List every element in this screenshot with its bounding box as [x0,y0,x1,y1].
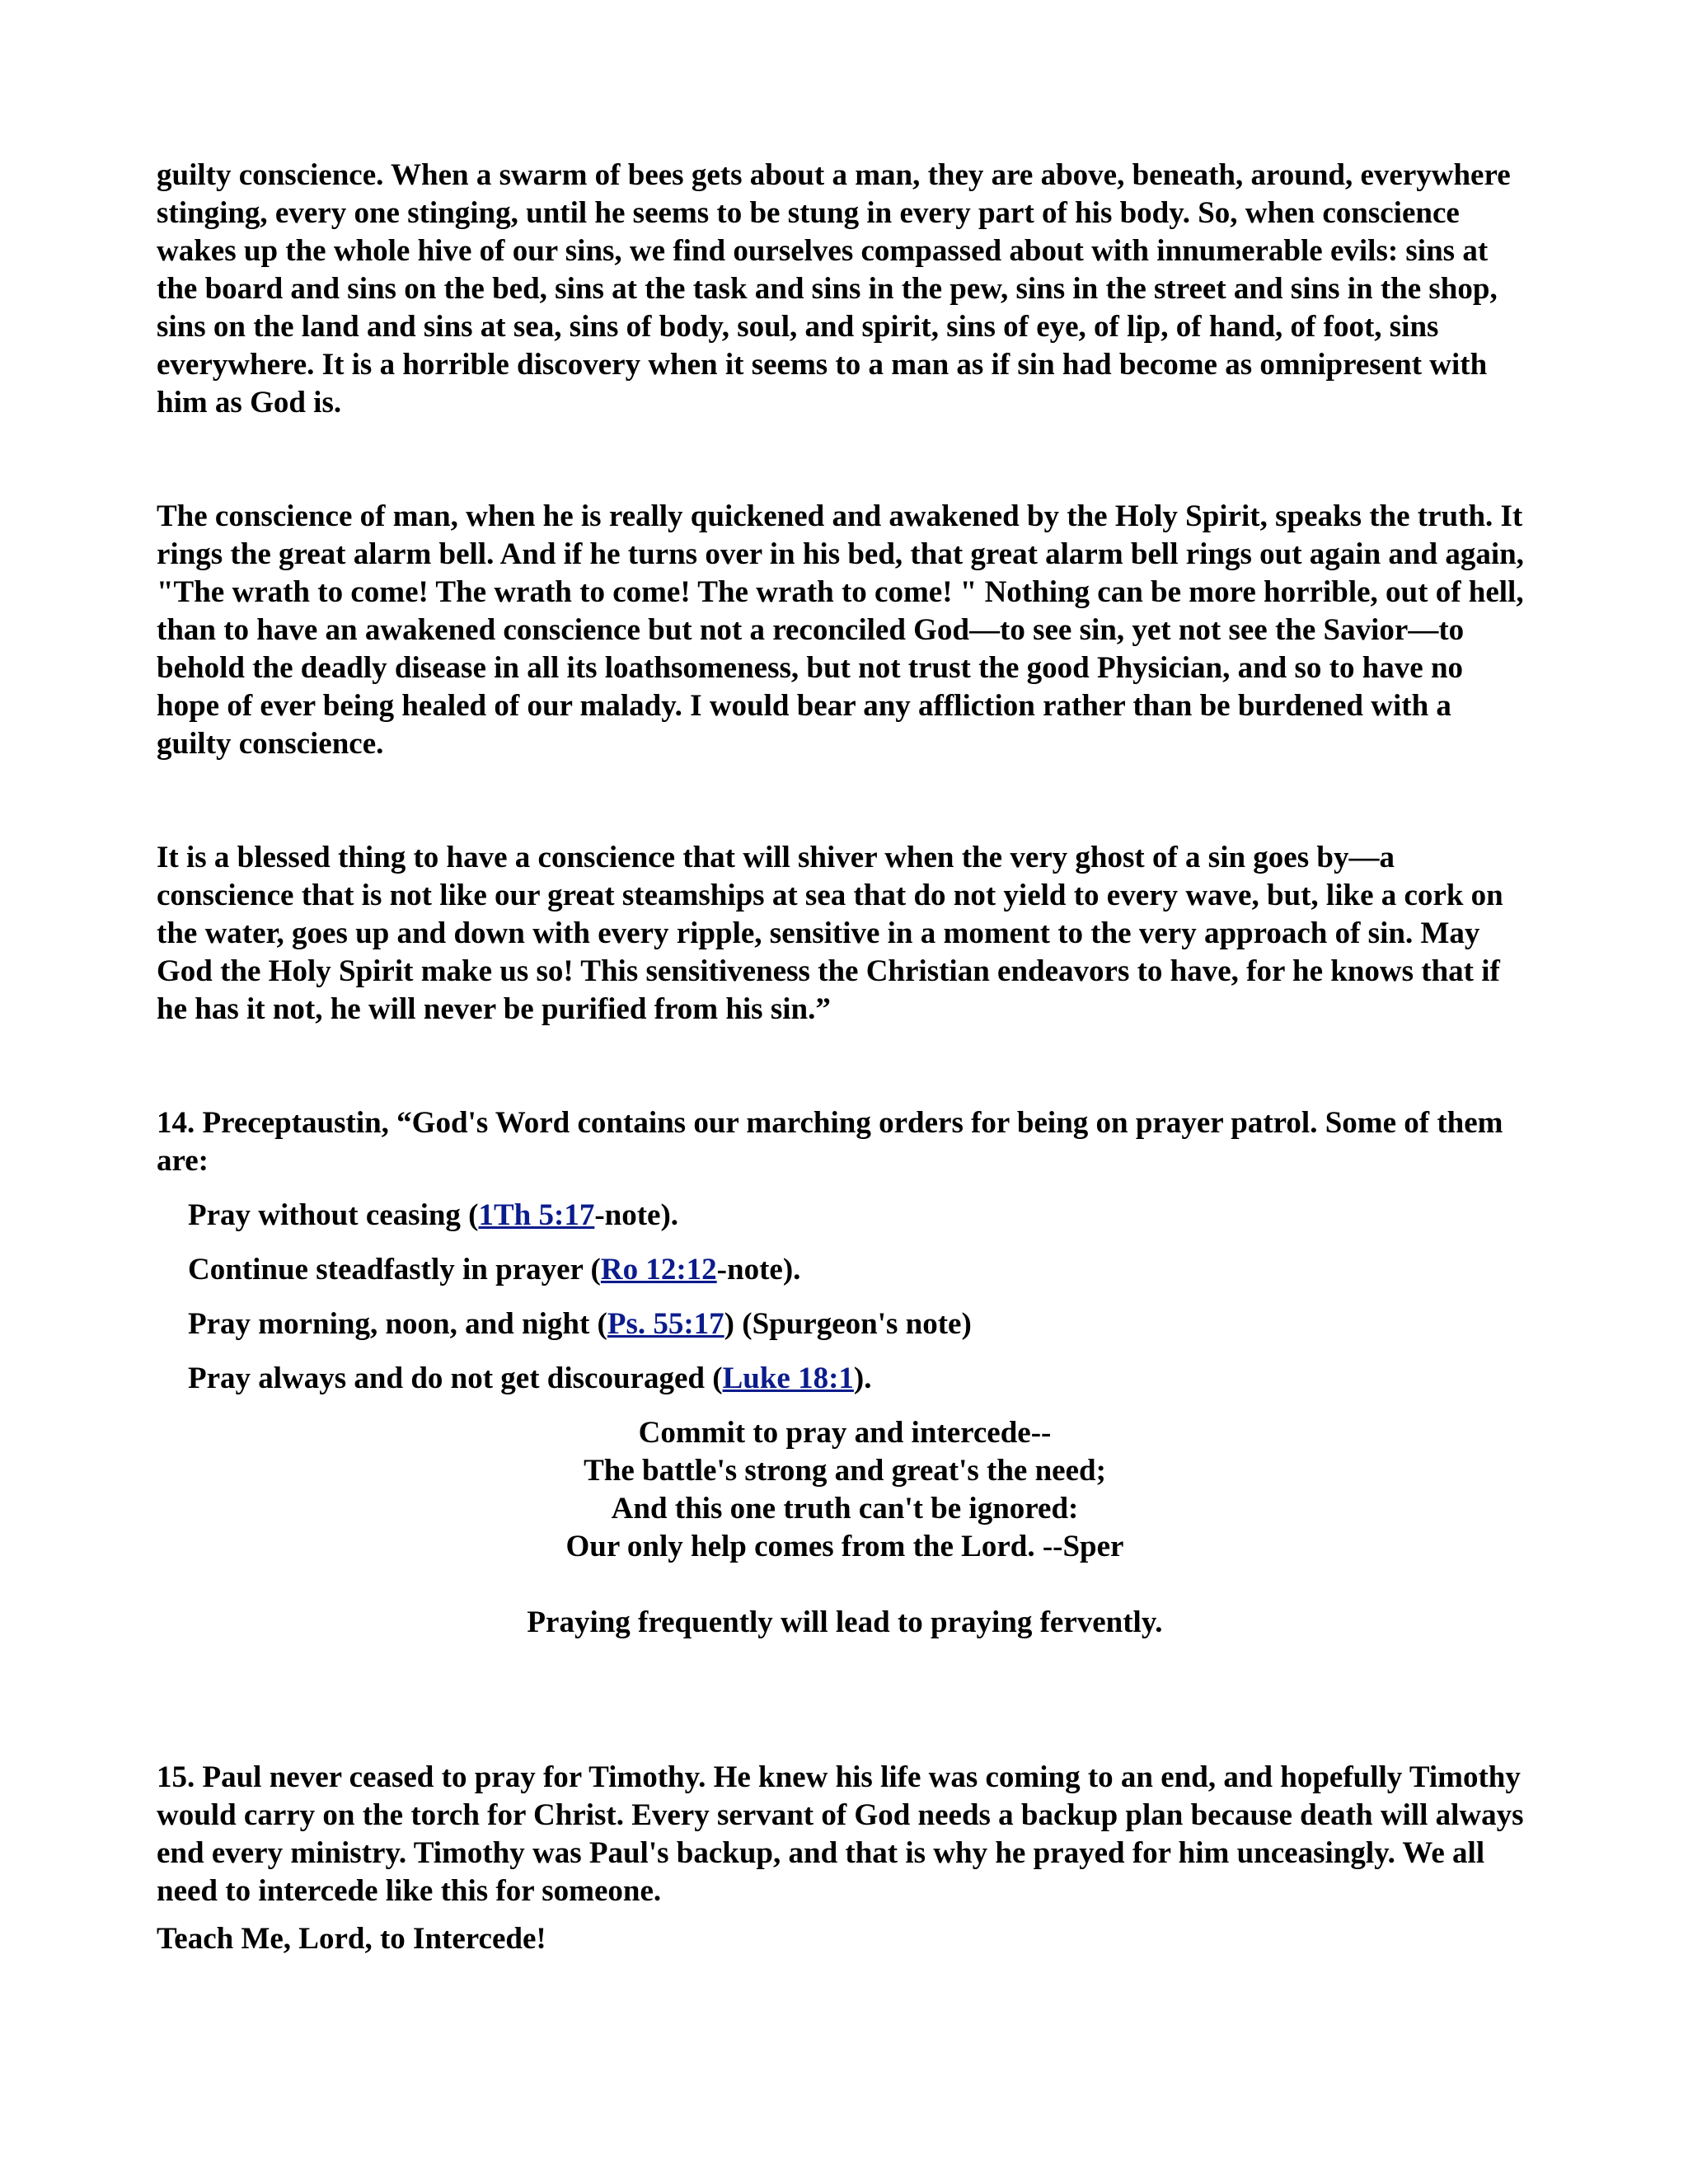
prayer-orders-list [157,1197,1533,1398]
paragraph-alarm-bell: The conscience of man, when he is really quickened and awakened by the Holy Spirit, speaks the truth. It rings the great alarm bell. And if he turns over in his bed, that great alarm bell rings out again and again, "The wrath to come! The wrath to come! The wrath to come! " Nothing can be more horrible, out of hell, than to have an awakened conscience but not a reconciled God—to see sin, yet not see the Savior—to behold the deadly disease in all its loathsomeness, but not trust the good Physician, and so to have no hope of ever being healed of our malady. I would bear any affliction rather than be burdened with a guilty conscience. [157,499,1524,761]
scripture-link-ro-12-12[interactable]: Ro 12:12 [600,1253,717,1286]
spacer [157,1029,1533,1104]
scripture-link-1th-5-17[interactable]: 1Th 5:17 [478,1198,595,1232]
document-page [157,157,1533,1958]
spacer [157,763,1533,839]
spacer [157,1910,1533,1920]
spacer [157,1180,1533,1197]
poem-line: The battle's strong and great's the need; [584,1454,1106,1488]
paragraph-bees: guilty conscience. When a swarm of bees gets about a man, they are above, beneath, around, everywhere stinging, every one stinging, until he seems to be stung in every part of his body. So, when conscience wakes up the whole hive of our sins, we find ourselves compassed about with innumerable evils: sins at the board and sins on the bed, sins at the task and sins in the pew, sins in the street and sins in the shop, sins on the land and sins at sea, sins of body, soul, and spirit, sins of eye, of lip, of hand, of foot, sins everywhere. It is a horrible discovery when it seems to a man as if sin had become as omnipresent with him as God is. [157,158,1511,419]
spacer [157,1566,1533,1604]
item-text: Pray without ceasing ( [188,1198,479,1232]
item-text: Pray morning, noon, and night ( [188,1307,607,1341]
spacer [157,1642,1533,1759]
spacer [157,422,1533,498]
item-text: -note). [716,1253,801,1286]
item-text: -note). [594,1198,679,1232]
poem-tagline: Praying frequently will lead to praying fervently. [527,1605,1163,1639]
list-item [188,1360,1533,1398]
paragraph-paul-timothy: 15. Paul never ceased to pray for Timothy. He knew his life was coming to an end, and hopefully Timothy would carry on the torch for Christ. Every servant of God needs a backup plan because death will always end every ministry. Timothy was Paul's backup, and that is why he prayed for him unceasingly. We all need to intercede like this for someone. [157,1760,1524,1908]
poem [157,1414,1533,1566]
list-item [188,1305,1533,1343]
poem-line: Commit to pray and intercede-- [638,1416,1052,1450]
poem-line: Our only help comes from the Lord. --Sper [565,1530,1124,1563]
scripture-link-ps-55-17[interactable]: Ps. 55:17 [607,1307,724,1341]
item-text: Pray always and do not get discouraged ( [188,1361,723,1395]
item-text: ) (Spurgeon's note) [724,1307,972,1341]
list-item [188,1197,1533,1235]
poem-line: And this one truth can't be ignored: [611,1492,1079,1526]
paragraph-sensitive-conscience: It is a blessed thing to have a conscience that will shiver when the very ghost of a sin goes by—a conscience that is not like our great steamships at sea that do not yield to every wave, but, like a cork on the water, goes up and down with every ripple, sensitive in a moment to the very approach of sin. May God the Holy Spirit make us so! This sensitiveness the Christian endeavors to have, for he knows that if he has it not, he will never be purified from his sin.” [157,841,1503,1026]
closing-title: Teach Me, Lord, to Intercede! [157,1922,546,1956]
list-item [188,1251,1533,1289]
scripture-link-luke-18-1[interactable]: Luke 18:1 [722,1361,854,1395]
item-text: Continue steadfastly in prayer ( [188,1253,601,1286]
paragraph-marching-orders: 14. Preceptaustin, “God's Word contains our marching orders for being on prayer patrol. Some of them are: [157,1106,1503,1178]
item-text: ). [853,1361,872,1395]
